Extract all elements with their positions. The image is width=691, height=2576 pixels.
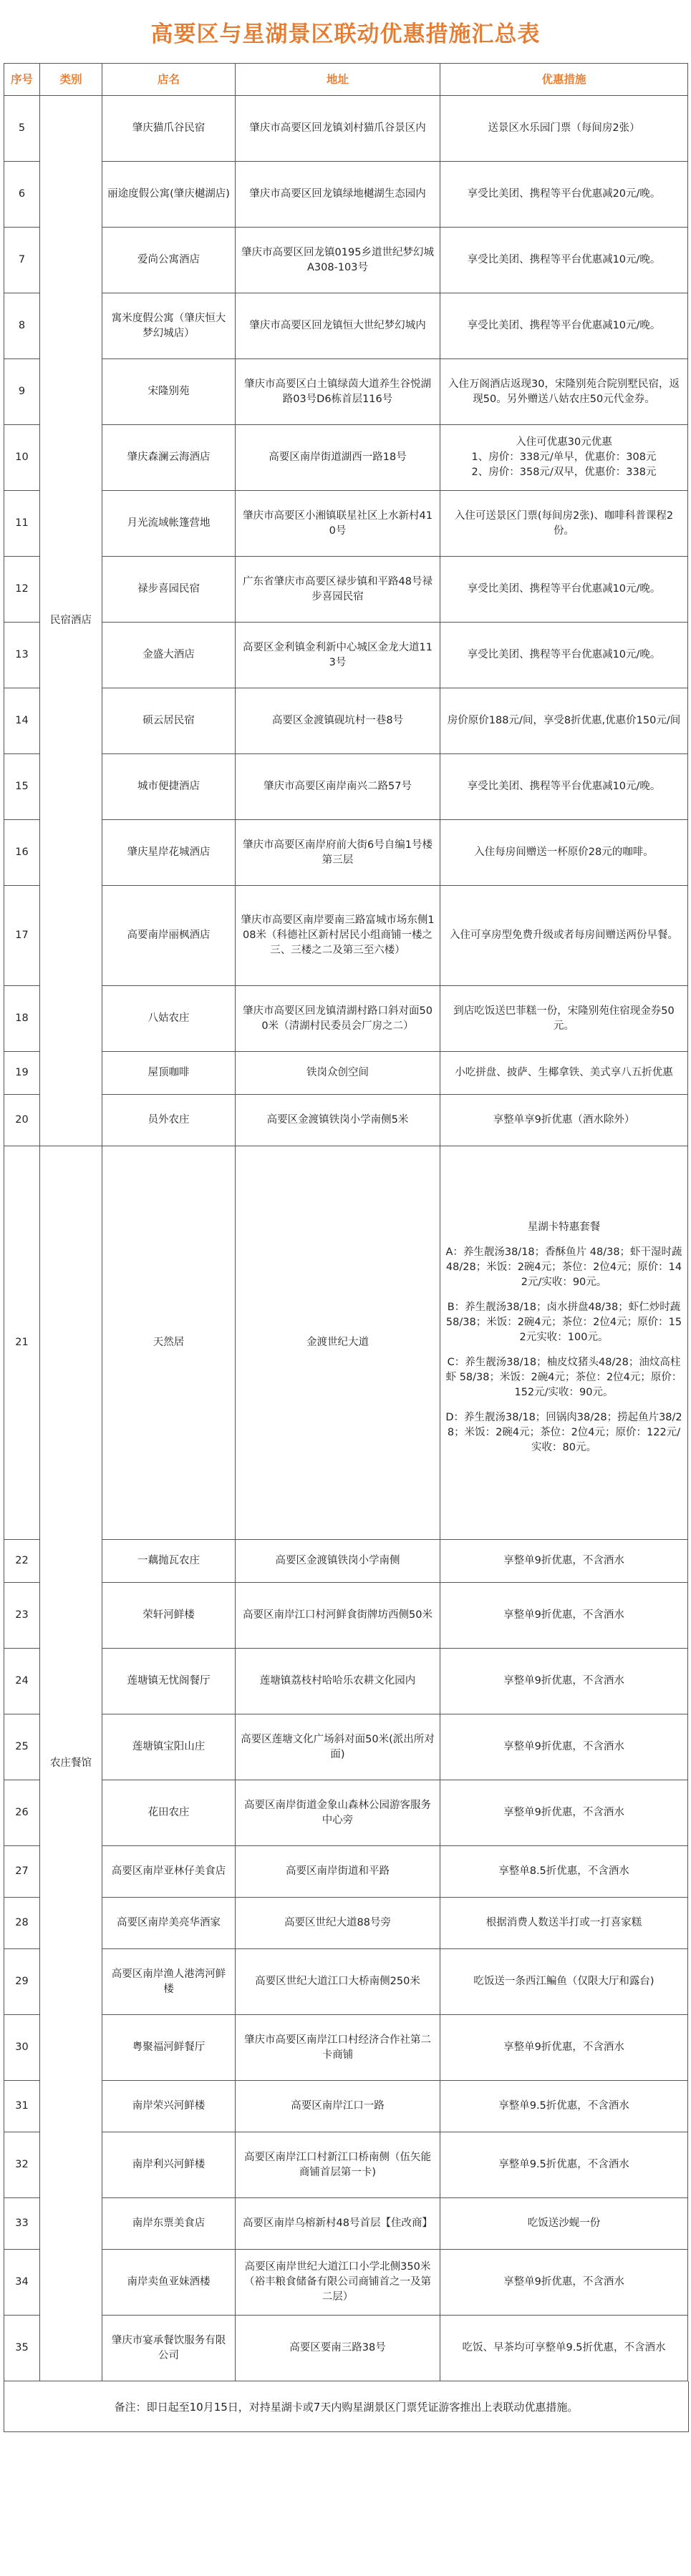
offer-detail: [440, 1146, 688, 1540]
offer-detail: 享整单9折优惠，不含酒水: [440, 1649, 688, 1714]
shop-name: 高要区南岸美亮华酒家: [102, 1898, 236, 1949]
shop-address: 高要区金利镇金利新中心城区金龙大道113号: [236, 623, 440, 688]
offer-detail: 吃饭送沙蚬一份: [440, 2198, 688, 2250]
shop-name: 粤聚福河鲜餐厅: [102, 2015, 236, 2081]
shop-name: 南岸卖鱼亚妹酒楼: [102, 2250, 236, 2316]
table-row: [4, 162, 688, 228]
shop-name: 金盛大酒店: [102, 623, 236, 688]
row-number: 33: [4, 2198, 40, 2250]
offer-detail: 入住每房间赠送一杯原价28元的咖啡。: [440, 820, 688, 886]
shop-name: 南岸东票美食店: [102, 2198, 236, 2250]
row-number: 23: [4, 1583, 40, 1649]
shop-name: 肇庆星岸花城酒店: [102, 820, 236, 886]
shop-name: 高要南岸丽枫酒店: [102, 886, 236, 986]
table-row: [4, 1095, 688, 1146]
row-number: 27: [4, 1846, 40, 1898]
row-number: 28: [4, 1898, 40, 1949]
shop-address: 肇庆市高要区回龙镇恒大世纪梦幻城内: [236, 293, 440, 359]
row-number: 16: [4, 820, 40, 886]
offer-detail: 入住可优惠30元优惠 1、房价：338元/单早，优惠价：308元 2、房价：358元/双早，优惠价：338元: [440, 425, 688, 491]
page-title: 高要区与星湖景区联动优惠措施汇总表: [150, 21, 541, 47]
table-row: [4, 1780, 688, 1846]
shop-name: 荣轩河鲜楼: [102, 1583, 236, 1649]
row-number: 6: [4, 162, 40, 228]
row-number: 31: [4, 2081, 40, 2132]
shop-address: 高要区南岸江口村新江口桥南侧（伍矢能商铺首层第一卡): [236, 2132, 440, 2198]
table-row: [4, 1146, 688, 1540]
shop-name: 宋隆别苑: [102, 359, 236, 425]
offer-detail: 享受比美团、携程等平台优惠减10元/晚。: [440, 228, 688, 293]
shop-address: 高要区南岸江口村河鲜食街牌坊西侧50米: [236, 1583, 440, 1649]
offer-detail: 享整单9折优惠，不含酒水: [440, 1714, 688, 1780]
offer-detail: 享受比美团、携程等平台优惠减20元/晚。: [440, 162, 688, 228]
shop-name: 肇庆森澜云海酒店: [102, 425, 236, 491]
row-number: 22: [4, 1540, 40, 1583]
row-number: 14: [4, 688, 40, 754]
offer-detail: 享整单9折优惠，不含酒水: [440, 2250, 688, 2316]
shop-address: 肇庆市高要区南岸要南三路富城市场东侧108米（科德社区新村居民小组商铺一楼之三、三楼之二及第三至六楼）: [236, 886, 440, 986]
table-row: [4, 293, 688, 359]
table-row: [4, 1649, 688, 1714]
table-row: [4, 1898, 688, 1949]
row-number: 10: [4, 425, 40, 491]
shop-address: 高要区世纪大道88号旁: [236, 1898, 440, 1949]
shop-address: 肇庆市高要区小湘镇联星社区上水新村410号: [236, 491, 440, 557]
set-menu-line: D：养生靓汤38/18；回锅肉38/28；捞起鱼片38/28；米饭：2碗4元；茶位：2位4元；原价：122元/实收：80元。: [445, 1412, 682, 1453]
shop-name: 南岸利兴河鲜楼: [102, 2132, 236, 2198]
shop-name: 屋顶咖啡: [102, 1052, 236, 1095]
shop-address: 高要区世纪大道江口大桥南侧250米: [236, 1949, 440, 2015]
row-number: 5: [4, 96, 40, 162]
table-row: [4, 1949, 688, 2015]
shop-name: 高要区南岸渔人港湾河鲜楼: [102, 1949, 236, 2015]
offer-detail: 入住万阁酒店返现30，宋隆别苑合院别墅民宿，返现50。另外赠送八姑农庄50元代金券。: [440, 359, 688, 425]
row-number: 21: [4, 1146, 40, 1540]
shop-address: 金渡世纪大道: [236, 1146, 440, 1540]
shop-address: 高要区金渡镇铁岗小学南侧5米: [236, 1095, 440, 1146]
table-row: [4, 1052, 688, 1095]
offer-detail: 送景区水乐园门票（每间房2张）: [440, 96, 688, 162]
offer-detail: 根据消费人数送半打或一打喜家糕: [440, 1898, 688, 1949]
set-menu-line: C：养生靓汤38/18；柚皮炆猪头48/28；油炆高柱虾 58/38；米饭：2碗4元；茶位：2位4元；原价：152元/实收：90元。: [445, 1357, 682, 1398]
row-number: 30: [4, 2015, 40, 2081]
offer-detail: 吃饭送一条西江鳊鱼（仅限大厅和露台): [440, 1949, 688, 2015]
shop-address: 高要区南岸街道和平路: [236, 1846, 440, 1898]
shop-name: 莲塘镇宝阳山庄: [102, 1714, 236, 1780]
table-row: [4, 820, 688, 886]
category-cell: 民宿酒店: [40, 96, 102, 1146]
table-row: [4, 359, 688, 425]
shop-address: 高要区金渡镇砚坑村一巷8号: [236, 688, 440, 754]
table-body: [4, 96, 688, 2381]
table-row: [4, 754, 688, 820]
row-number: 12: [4, 557, 40, 623]
offer-detail: 享受比美团、携程等平台优惠减10元/晚。: [440, 557, 688, 623]
row-number: 17: [4, 886, 40, 986]
row-number: 19: [4, 1052, 40, 1095]
shop-address: 高要区南岸街道金象山森林公园游客服务中心旁: [236, 1780, 440, 1846]
row-number: 13: [4, 623, 40, 688]
table-row: [4, 425, 688, 491]
row-number: 15: [4, 754, 40, 820]
shop-address: 肇庆市高要区回龙镇绿地樾湖生态园内: [236, 162, 440, 228]
shop-address: 肇庆市高要区南岸府前大街6号自编1号楼第三层: [236, 820, 440, 886]
offer-detail: 享整单9折优惠，不含酒水: [440, 1540, 688, 1583]
table-row: [4, 1714, 688, 1780]
shop-address: 高要区莲塘文化广场斜对面50米(派出所对面): [236, 1714, 440, 1780]
row-number: 25: [4, 1714, 40, 1780]
shop-name: 丽途度假公寓(肇庆樾湖店): [102, 162, 236, 228]
row-number: 34: [4, 2250, 40, 2316]
table-row: [4, 1540, 688, 1583]
row-number: 20: [4, 1095, 40, 1146]
table-row: [4, 96, 688, 162]
shop-name: 员外农庄: [102, 1095, 236, 1146]
row-number: 8: [4, 293, 40, 359]
shop-name: 八姑农庄: [102, 986, 236, 1052]
offer-detail: 享整单9折优惠，不含酒水: [440, 1780, 688, 1846]
offer-detail: 到店吃饭送巴菲糕一份，宋隆别苑住宿现金券50元。: [440, 986, 688, 1052]
table-row: [4, 2316, 688, 2381]
shop-address: 肇庆市高要区回龙镇清湖村路口斜对面500米（清湖村民委员会厂房之二）: [236, 986, 440, 1052]
row-number: 26: [4, 1780, 40, 1846]
shop-name: 禄步喜园民宿: [102, 557, 236, 623]
shop-address: 莲塘镇荔枝村哈哈乐农耕文化园内: [236, 1649, 440, 1714]
table-row: [4, 228, 688, 293]
shop-address: 肇庆市高要区白土镇绿茵大道养生谷悦湖路03号D6栋首层116号: [236, 359, 440, 425]
footnote: 备注：即日起至10月15日，对持星湖卡或7天内购星湖景区门票凭证游客推出上表联动优惠措施。: [4, 2381, 689, 2432]
header-name: 店名: [102, 64, 236, 96]
shop-address: 高要区金渡镇铁岗小学南侧: [236, 1540, 440, 1583]
table-row: [4, 2015, 688, 2081]
offer-detail: 享整单享9折优惠（酒水除外）: [440, 1095, 688, 1146]
offer-detail: 享受比美团、携程等平台优惠减10元/晚。: [440, 293, 688, 359]
shop-name: 南岸荣兴河鲜楼: [102, 2081, 236, 2132]
offer-detail: 享整单8.5折优惠，不含酒水: [440, 1846, 688, 1898]
table-row: [4, 886, 688, 986]
table-row: [4, 2198, 688, 2250]
table-header-row: [4, 64, 688, 96]
offer-detail: 入住可送景区门票(每间房2张)、咖啡科普课程2份。: [440, 491, 688, 557]
shop-name: 爱尚公寓酒店: [102, 228, 236, 293]
table-row: [4, 2081, 688, 2132]
offer-detail: 入住可享房型免费升级或者每房间赠送两份早餐。: [440, 886, 688, 986]
offer-detail: 享整单9折优惠，不含酒水: [440, 2015, 688, 2081]
shop-address: 肇庆市高要区南岸南兴二路57号: [236, 754, 440, 820]
table-row: [4, 491, 688, 557]
row-number: 35: [4, 2316, 40, 2381]
offer-detail: 享受比美团、携程等平台优惠减10元/晚。: [440, 754, 688, 820]
row-number: 24: [4, 1649, 40, 1714]
offer-detail: 享整单9.5折优惠，不含酒水: [440, 2081, 688, 2132]
header-no: 序号: [4, 64, 40, 96]
row-number: 11: [4, 491, 40, 557]
row-number: 9: [4, 359, 40, 425]
shop-name: 高要区南岸亚林仔美食店: [102, 1846, 236, 1898]
shop-name: 莲塘镇无忧阁餐厅: [102, 1649, 236, 1714]
row-number: 18: [4, 986, 40, 1052]
table-row: [4, 1846, 688, 1898]
shop-address: 高要区南岸江口一路: [236, 2081, 440, 2132]
shop-name: 天然居: [102, 1146, 236, 1540]
shop-address: 肇庆市高要区回龙镇0195乡道世纪梦幻城A308-103号: [236, 228, 440, 293]
table-row: [4, 2132, 688, 2198]
table-row: [4, 1583, 688, 1649]
row-number: 7: [4, 228, 40, 293]
shop-name: 寓米度假公寓（肇庆恒大梦幻城店）: [102, 293, 236, 359]
offer-detail: 小吃拼盘、披萨、生椰拿铁、美式享八五折优惠: [440, 1052, 688, 1095]
table-row: [4, 986, 688, 1052]
shop-name: 一藕抛瓦农庄: [102, 1540, 236, 1583]
shop-name: 硕云居民宿: [102, 688, 236, 754]
shop-address: 肇庆市高要区南岸江口村经济合作社第二卡商铺: [236, 2015, 440, 2081]
shop-name: 花田农庄: [102, 1780, 236, 1846]
row-number: 29: [4, 1949, 40, 2015]
table-row: [4, 557, 688, 623]
shop-address: 高要区要南三路38号: [236, 2316, 440, 2381]
offer-detail: 吃饭、早茶均可享整单9.5折优惠，不含酒水: [440, 2316, 688, 2381]
header-offer: 优惠措施: [440, 64, 688, 96]
shop-address: 铁岗众创空间: [236, 1052, 440, 1095]
shop-name: 月光流域帐篷营地: [102, 491, 236, 557]
row-number: 32: [4, 2132, 40, 2198]
header-address: 地址: [236, 64, 440, 96]
shop-address: 高要区南岸乌榕新村48号首层【住改商】: [236, 2198, 440, 2250]
table-row: [4, 688, 688, 754]
shop-address: 肇庆市高要区回龙镇刘村猫爪谷景区内: [236, 96, 440, 162]
offers-table: [4, 63, 688, 2381]
set-menu-line: 星湖卡特惠套餐: [527, 1221, 601, 1233]
offer-detail: 享整单9.5折优惠，不含酒水: [440, 2132, 688, 2198]
table-row: [4, 623, 688, 688]
category-cell: 农庄餐馆: [40, 1146, 102, 2381]
shop-address: 高要区南岸世纪大道江口小学北侧350米（裕丰粮食储备有限公司商铺首之一及第二层）: [236, 2250, 440, 2316]
shop-address: 广东省肇庆市高要区禄步镇和平路48号禄步喜园民宿: [236, 557, 440, 623]
offer-detail: 房价原价188元/间，享受8折优惠,优惠价150元/间: [440, 688, 688, 754]
offer-detail: 享受比美团、携程等平台优惠减10元/晚。: [440, 623, 688, 688]
shop-address: 高要区南岸街道湖西一路18号: [236, 425, 440, 491]
table-row: [4, 2250, 688, 2316]
set-menu-line: A：养生靓汤38/18；香酥鱼片 48/38；虾干湿时蔬48/28；米饭：2碗4元；茶位：2位4元；原价：142元/实收：90元。: [445, 1246, 682, 1288]
shop-name: 城市便捷酒店: [102, 754, 236, 820]
shop-name: 肇庆猫爪谷民宿: [102, 96, 236, 162]
offer-detail: 享整单9折优惠，不含酒水: [440, 1583, 688, 1649]
shop-name: 肇庆市宴承餐饮服务有限公司: [102, 2316, 236, 2381]
header-category: 类别: [40, 64, 102, 96]
set-menu-line: B：养生靓汤38/18；卤水拼盘48/38；虾仁炒时蔬58/38；米饭：2碗4元；茶位：2位4元；原价：152元实收：100元。: [445, 1302, 682, 1343]
